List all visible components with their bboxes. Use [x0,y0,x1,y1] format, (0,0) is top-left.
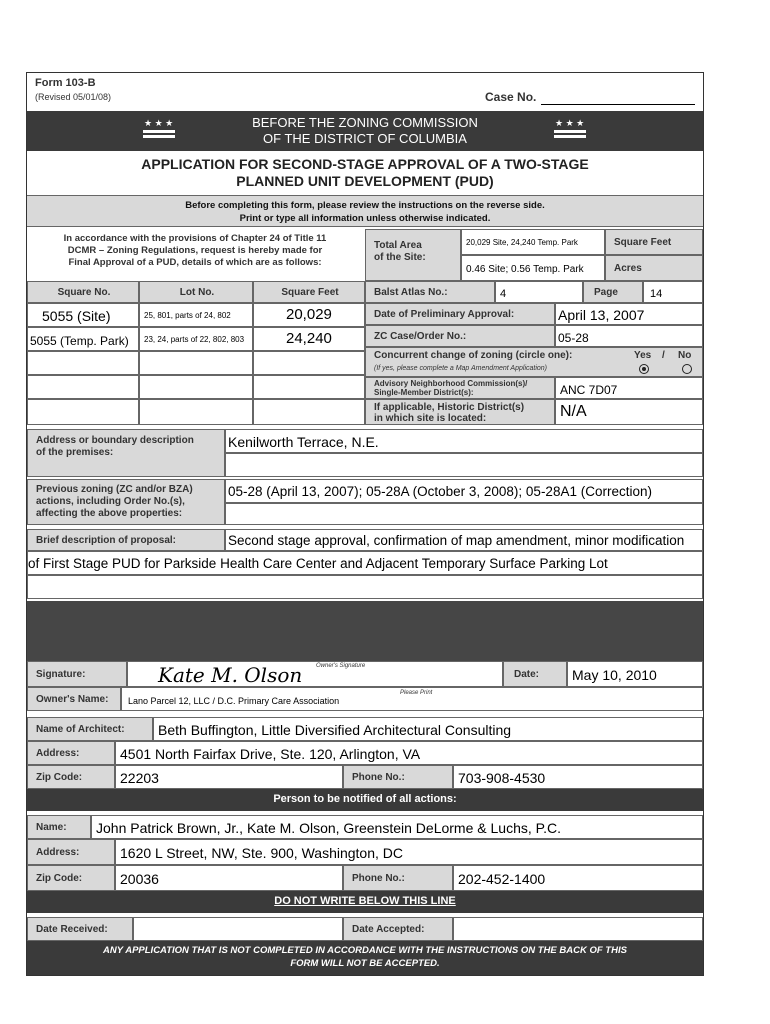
address-field-line2[interactable] [225,453,703,477]
table-row-2-sqft[interactable]: 24,240 [253,327,365,351]
page-label-cell: Page [583,281,643,303]
prev-zoning-field[interactable]: 05-28 (April 13, 2007); 05-28A (October 3, 2008); 05-28A1 (Correction) [225,479,703,503]
yes-radio[interactable] [639,364,649,374]
table-row-4-square[interactable] [27,375,139,399]
form-number: Form 103-B [35,77,96,89]
date-field[interactable]: May 10, 2010 [567,661,703,687]
proposal-field[interactable]: Second stage approval, confirmation of map amendment, minor modification [225,529,703,551]
col-header-square: Square No. [27,281,139,303]
total-sqft-field[interactable]: 20,029 Site, 24,240 Temp. Park [461,229,605,255]
application-form [26,72,704,976]
revised-date: (Revised 05/01/08) [35,92,112,102]
architect-label-cell: Name of Architect: [27,717,153,741]
architect-address-field[interactable]: 4501 North Fairfax Drive, Ste. 120, Arlington, VA [115,741,703,765]
page-field[interactable]: 14 [643,281,703,303]
concurrent-zoning-row: Concurrent change of zoning (circle one): (If yes, please complete a Map Amendment Application) Yes / No [365,347,703,377]
yes-option[interactable]: Yes [634,350,652,361]
title-line1: APPLICATION FOR SECOND-STAGE APPROVAL OF A TWO-STAGE [141,156,589,172]
address-field[interactable]: Kenilworth Terrace, N.E. [225,429,703,453]
table-row-5-sqft[interactable] [253,399,365,425]
anc-field[interactable]: ANC 7D07 [555,377,703,399]
date-accepted-label-cell: Date Accepted: [343,917,453,941]
prev-zoning-label-cell: Previous zoning (ZC and/or BZA) actions, including Order No.(s), affecting the above properties: [27,479,225,525]
prelim-field[interactable]: April 13, 2007 [555,303,703,325]
table-row-5-square[interactable] [27,399,139,425]
zc-label-cell: ZC Case/Order No.: [365,325,555,347]
notify-name-label-cell: Name: [27,815,91,839]
table-row-1-lot[interactable]: 25, 801, parts of 24, 802 [139,303,253,327]
owner-label-cell: Owner's Name: [27,687,121,711]
notify-name-field[interactable]: John Patrick Brown, Jr., Kate M. Olson, Greenstein DeLorme & Luchs, P.C. [91,815,703,839]
no-radio[interactable] [682,364,692,374]
notify-phone-field[interactable]: 202-452-1400 [453,865,703,891]
dc-flag-icon: ★ ★ ★ [143,124,175,138]
sqft-unit-cell: Square Feet [605,229,703,255]
banner-line1: BEFORE THE ZONING COMMISSION [252,115,478,130]
table-row-3-square[interactable] [27,351,139,375]
date-accepted-field[interactable] [453,917,703,941]
architect-phone-label-cell: Phone No.: [343,765,453,789]
historic-field[interactable]: N/A [555,399,703,425]
table-row-4-lot[interactable] [139,375,253,399]
intro-text: In accordance with the provisions of Chapter 24 of Title 11 DCMR – Zoning Regulations, request is hereby made for Final Approval of a PUD, details of which are as follows: [63,233,327,268]
proposal-field-line3[interactable] [27,575,703,599]
table-row-1-sqft[interactable]: 20,029 [253,303,365,327]
table-row-3-sqft[interactable] [253,351,365,375]
case-no-field[interactable] [541,104,695,105]
signature-field[interactable]: Owner's Signature Kate M. Olson [127,661,503,687]
banner-line2: OF THE DISTRICT OF COLUMBIA [263,131,467,146]
date-received-label-cell: Date Received: [27,917,133,941]
prev-zoning-field-line2[interactable] [225,503,703,525]
table-row-3-lot[interactable] [139,351,253,375]
proposal-label-cell: Brief description of proposal: [27,529,225,551]
notify-phone-label-cell: Phone No.: [343,865,453,891]
notify-address-field[interactable]: 1620 L Street, NW, Ste. 900, Washington, DC [115,839,703,865]
dc-flag-icon: ★ ★ ★ [554,124,586,138]
architect-zip-field[interactable]: 22203 [115,765,343,789]
zc-field[interactable]: 05-28 [555,325,703,347]
historic-label-cell: If applicable, Historic District(s) in which site is located: [365,399,555,425]
signature-label-cell: Signature: [27,661,127,687]
title-line2: PLANNED UNIT DEVELOPMENT (PUD) [236,173,494,189]
address-label-cell: Address or boundary description of the premises: [27,429,225,477]
architect-phone-field[interactable]: 703-908-4530 [453,765,703,789]
footer-warning-band: ANY APPLICATION THAT IS NOT COMPLETED IN ACCORDANCE WITH THE INSTRUCTIONS ON THE BACK OF THIS FORM WILL NOT BE ACCEPTED. [27,941,703,975]
notify-address-label-cell: Address: [27,839,115,865]
total-acres-field[interactable]: 0.46 Site; 0.56 Temp. Park [461,255,605,281]
notify-heading-band: Person to be notified of all actions: [27,789,703,811]
atlas-label-cell: Balst Atlas No.: [365,281,495,303]
owner-field[interactable]: Lano Parcel 12, LLC / D.C. Primary Care Association Please Print [121,687,703,711]
do-not-write-band: DO NOT WRITE BELOW THIS LINE [27,891,703,913]
table-row-2-lot[interactable]: 23, 24, parts of 22, 802, 803 [139,327,253,351]
architect-zip-label-cell: Zip Code: [27,765,115,789]
table-row-5-lot[interactable] [139,399,253,425]
atlas-field[interactable]: 4 [495,281,583,303]
notify-zip-label-cell: Zip Code: [27,865,115,891]
col-header-sqft: Square Feet [253,281,365,303]
case-no-label: Case No. [485,90,537,104]
signature-mark: Kate M. Olson [158,663,303,687]
no-option[interactable]: No [678,350,692,361]
certification-band [27,601,703,661]
proposal-field-line2[interactable]: of First Stage PUD for Parkside Health Care Center and Adjacent Temporary Surface Parking Lot [27,551,703,575]
architect-name-field[interactable]: Beth Buffington, Little Diversified Architectural Consulting [153,717,703,741]
date-received-field[interactable] [133,917,343,941]
total-area-label-cell: Total Area of the Site: [365,229,461,281]
instructions-band [27,195,703,227]
notify-zip-field[interactable]: 20036 [115,865,343,891]
acres-unit-cell: Acres [605,255,703,281]
date-label-cell: Date: [503,661,567,687]
instructions-line1: Before completing this form, please review the instructions on the reverse side. [185,200,545,211]
instructions-line2: Print or type all information unless otherwise indicated. [239,213,491,224]
table-row-4-sqft[interactable] [253,375,365,399]
table-row-1-square[interactable]: 5055 (Site) [27,303,139,327]
prelim-label-cell: Date of Preliminary Approval: [365,303,555,325]
anc-label-cell: Advisory Neighborhood Commission(s)/ Single-Member District(s): [365,377,555,399]
col-header-lot: Lot No. [139,281,253,303]
table-row-2-square[interactable]: 5055 (Temp. Park) [27,327,139,351]
commission-banner [27,111,703,151]
architect-address-label-cell: Address: [27,741,115,765]
